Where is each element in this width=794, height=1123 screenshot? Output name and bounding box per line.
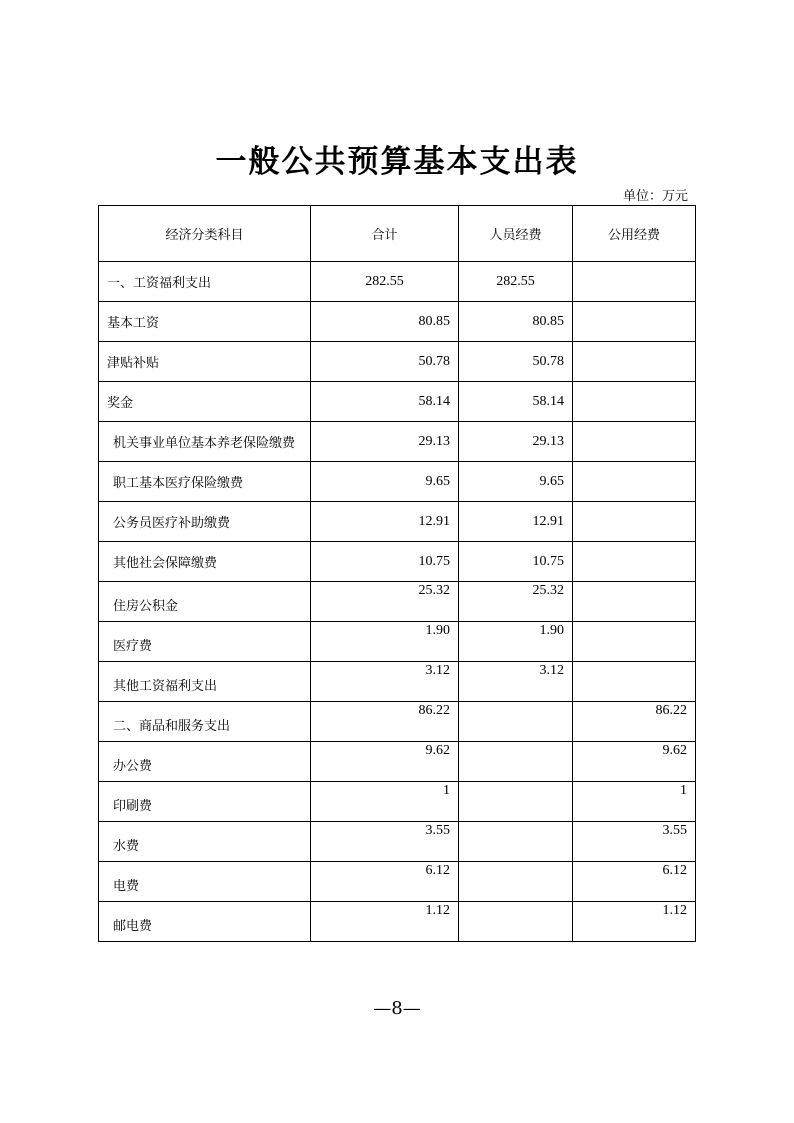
row-name: 二、商品和服务支出	[99, 702, 311, 742]
row-total: 80.85	[311, 302, 459, 342]
row-public	[573, 382, 696, 422]
row-personnel	[459, 822, 573, 862]
row-public	[573, 262, 696, 302]
row-total: 1	[311, 782, 459, 822]
row-name: 基本工资	[99, 302, 311, 342]
row-total: 9.65	[311, 462, 459, 502]
page-title: 一般公共预算基本支出表	[215, 144, 579, 180]
row-personnel	[459, 742, 573, 782]
row-name: 津贴补贴	[99, 342, 311, 382]
row-personnel: 282.55	[459, 262, 573, 302]
row-name: 住房公积金	[99, 582, 311, 622]
row-total: 282.55	[311, 262, 459, 302]
row-personnel	[459, 782, 573, 822]
row-name: 邮电费	[99, 902, 311, 942]
row-public	[573, 582, 696, 622]
budget-table	[98, 205, 696, 942]
table-row	[99, 382, 696, 422]
row-public	[573, 342, 696, 382]
table-row	[99, 462, 696, 502]
table-row	[99, 782, 696, 822]
row-name: 电费	[99, 862, 311, 902]
row-public	[573, 622, 696, 662]
row-name: 办公费	[99, 742, 311, 782]
row-personnel	[459, 702, 573, 742]
row-total: 3.55	[311, 822, 459, 862]
table-row	[99, 342, 696, 382]
row-personnel: 12.91	[459, 502, 573, 542]
row-public: 9.62	[573, 742, 696, 782]
row-name: 其他工资福利支出	[99, 662, 311, 702]
table-row	[99, 582, 696, 622]
table-row	[99, 902, 696, 942]
row-public: 1	[573, 782, 696, 822]
row-public	[573, 542, 696, 582]
row-personnel: 3.12	[459, 662, 573, 702]
row-total: 10.75	[311, 542, 459, 582]
row-name: 水费	[99, 822, 311, 862]
table-row	[99, 302, 696, 342]
row-total: 29.13	[311, 422, 459, 462]
header-category: 经济分类科目	[99, 206, 311, 262]
row-personnel: 25.32	[459, 582, 573, 622]
header-public: 公用经费	[573, 206, 696, 262]
row-personnel: 9.65	[459, 462, 573, 502]
row-name: 职工基本医疗保险缴费	[99, 462, 311, 502]
row-public: 3.55	[573, 822, 696, 862]
row-personnel: 80.85	[459, 302, 573, 342]
table-header-row	[99, 206, 696, 262]
row-name: 医疗费	[99, 622, 311, 662]
row-personnel: 10.75	[459, 542, 573, 582]
row-public	[573, 662, 696, 702]
row-name: 公务员医疗补助缴费	[99, 502, 311, 542]
row-name: 印刷费	[99, 782, 311, 822]
header-total: 合计	[311, 206, 459, 262]
table-row	[99, 742, 696, 782]
row-total: 25.32	[311, 582, 459, 622]
row-name: 一、工资福利支出	[99, 262, 311, 302]
row-public	[573, 462, 696, 502]
row-name: 其他社会保障缴费	[99, 542, 311, 582]
row-public: 1.12	[573, 902, 696, 942]
row-total: 1.12	[311, 902, 459, 942]
table-row	[99, 422, 696, 462]
header-personnel: 人员经费	[459, 206, 573, 262]
table-row	[99, 862, 696, 902]
row-name: 奖金	[99, 382, 311, 422]
row-total: 50.78	[311, 342, 459, 382]
table-row	[99, 702, 696, 742]
row-personnel: 50.78	[459, 342, 573, 382]
page-number: —8—	[373, 998, 421, 1019]
table-row	[99, 822, 696, 862]
row-name: 机关事业单位基本养老保险缴费	[99, 422, 311, 462]
row-personnel: 58.14	[459, 382, 573, 422]
row-total: 3.12	[311, 662, 459, 702]
unit-label: 单位：万元	[622, 189, 688, 204]
row-personnel	[459, 862, 573, 902]
row-personnel: 29.13	[459, 422, 573, 462]
row-public	[573, 422, 696, 462]
row-total: 9.62	[311, 742, 459, 782]
table-row	[99, 262, 696, 302]
row-total: 6.12	[311, 862, 459, 902]
row-personnel	[459, 902, 573, 942]
table-row	[99, 542, 696, 582]
row-public: 86.22	[573, 702, 696, 742]
row-total: 86.22	[311, 702, 459, 742]
row-total: 58.14	[311, 382, 459, 422]
table-row	[99, 622, 696, 662]
row-public	[573, 502, 696, 542]
row-total: 1.90	[311, 622, 459, 662]
row-total: 12.91	[311, 502, 459, 542]
row-public	[573, 302, 696, 342]
row-public: 6.12	[573, 862, 696, 902]
table-row	[99, 662, 696, 702]
row-personnel: 1.90	[459, 622, 573, 662]
table-row	[99, 502, 696, 542]
